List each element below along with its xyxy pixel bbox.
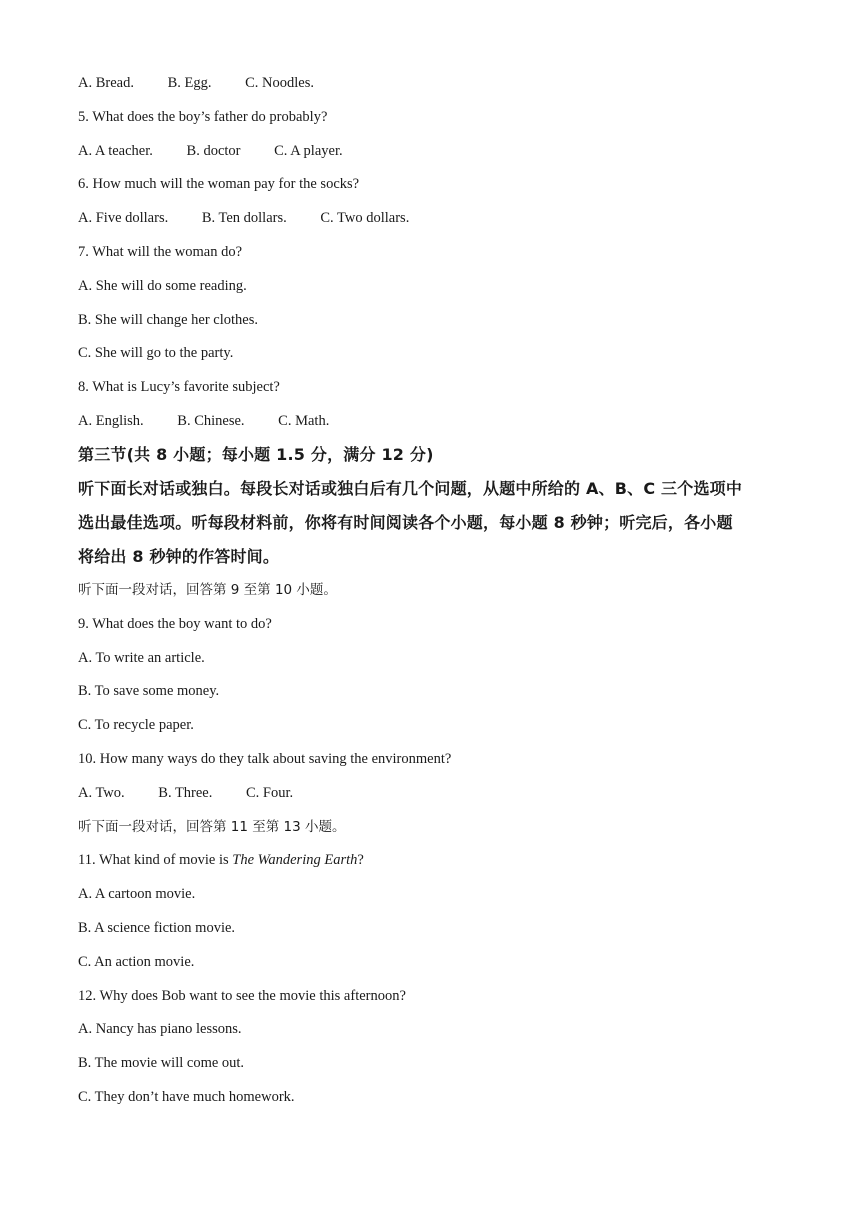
q9-option-a: A. To write an article. bbox=[78, 650, 205, 666]
movie-title: The Wandering Earth bbox=[232, 852, 358, 868]
option-b: B. Egg. bbox=[167, 75, 212, 91]
q12-option-c: C. They don’t have much homework. bbox=[78, 1089, 295, 1105]
q10-question: 10. How many ways do they talk about saving the environment? bbox=[78, 751, 452, 767]
q4-options bbox=[78, 73, 314, 93]
section3-instruction-line-3: 将给出 8 秒钟的作答时间。 bbox=[78, 547, 280, 566]
q12-option-a: A. Nancy has piano lessons. bbox=[78, 1021, 242, 1037]
q6-options bbox=[78, 208, 409, 228]
option-a: A. Five dollars. bbox=[78, 210, 169, 226]
option-a: A. English. bbox=[78, 413, 144, 429]
q9-option-b: B. To save some money. bbox=[78, 683, 220, 699]
option-a: A. Bread. bbox=[78, 75, 134, 91]
q6-question: 6. How much will the woman pay for the socks? bbox=[78, 176, 360, 192]
q11-question-prefix: 11. What kind of movie is bbox=[78, 852, 233, 868]
q8-question: 8. What is Lucy’s favorite subject? bbox=[78, 379, 280, 395]
option-b: B. doctor bbox=[186, 143, 241, 159]
option-c: C. Four. bbox=[246, 785, 294, 801]
q12-option-b: B. The movie will come out. bbox=[78, 1055, 245, 1071]
dialog1-intro: 听下面一段对话，回答第 9 至第 10 小题。 bbox=[78, 582, 337, 598]
q7-option-b: B. She will change her clothes. bbox=[78, 312, 258, 328]
section3-instruction-line-1: 听下面长对话或独白。每段长对话或独白后有几个问题，从题中所给的 A、B、C 三个选项中 bbox=[78, 479, 743, 498]
option-c: C. Noodles. bbox=[245, 75, 314, 91]
q7-question: 7. What will the woman do? bbox=[78, 244, 243, 260]
option-b: B. Chinese. bbox=[177, 413, 245, 429]
section3-instruction-line-2: 选出最佳选项。听每段材料前，你将有时间阅读各个小题，每小题 8 秒钟；听完后，各小题 bbox=[78, 513, 733, 532]
q11-option-c: C. An action movie. bbox=[78, 954, 195, 970]
section3-title: 第三节(共 8 小题；每小题 1.5 分，满分 12 分) bbox=[78, 445, 434, 464]
dialog2-intro: 听下面一段对话，回答第 11 至第 13 小题。 bbox=[78, 819, 346, 835]
q10-options bbox=[78, 783, 293, 803]
option-a: A. A teacher. bbox=[78, 143, 153, 159]
q5-options bbox=[78, 141, 343, 161]
q7-option-c: C. She will go to the party. bbox=[78, 345, 234, 361]
q11-option-b: B. A science fiction movie. bbox=[78, 920, 236, 936]
option-b: B. Three. bbox=[158, 785, 213, 801]
q9-question: 9. What does the boy want to do? bbox=[78, 616, 272, 632]
q11-option-a: A. A cartoon movie. bbox=[78, 886, 196, 902]
q8-options bbox=[78, 411, 329, 431]
q9-option-c: C. To recycle paper. bbox=[78, 717, 194, 733]
q5-question: 5. What does the boy’s father do probably? bbox=[78, 109, 328, 125]
q11-question bbox=[78, 850, 364, 870]
q12-question: 12. Why does Bob want to see the movie this afternoon? bbox=[78, 988, 406, 1004]
option-c: C. A player. bbox=[274, 143, 343, 159]
option-c: C. Two dollars. bbox=[320, 210, 410, 226]
q7-option-a: A. She will do some reading. bbox=[78, 278, 247, 294]
option-b: B. Ten dollars. bbox=[201, 210, 287, 226]
q11-question-suffix: ? bbox=[357, 852, 364, 868]
option-c: C. Math. bbox=[278, 413, 330, 429]
option-a: A. Two. bbox=[78, 785, 125, 801]
